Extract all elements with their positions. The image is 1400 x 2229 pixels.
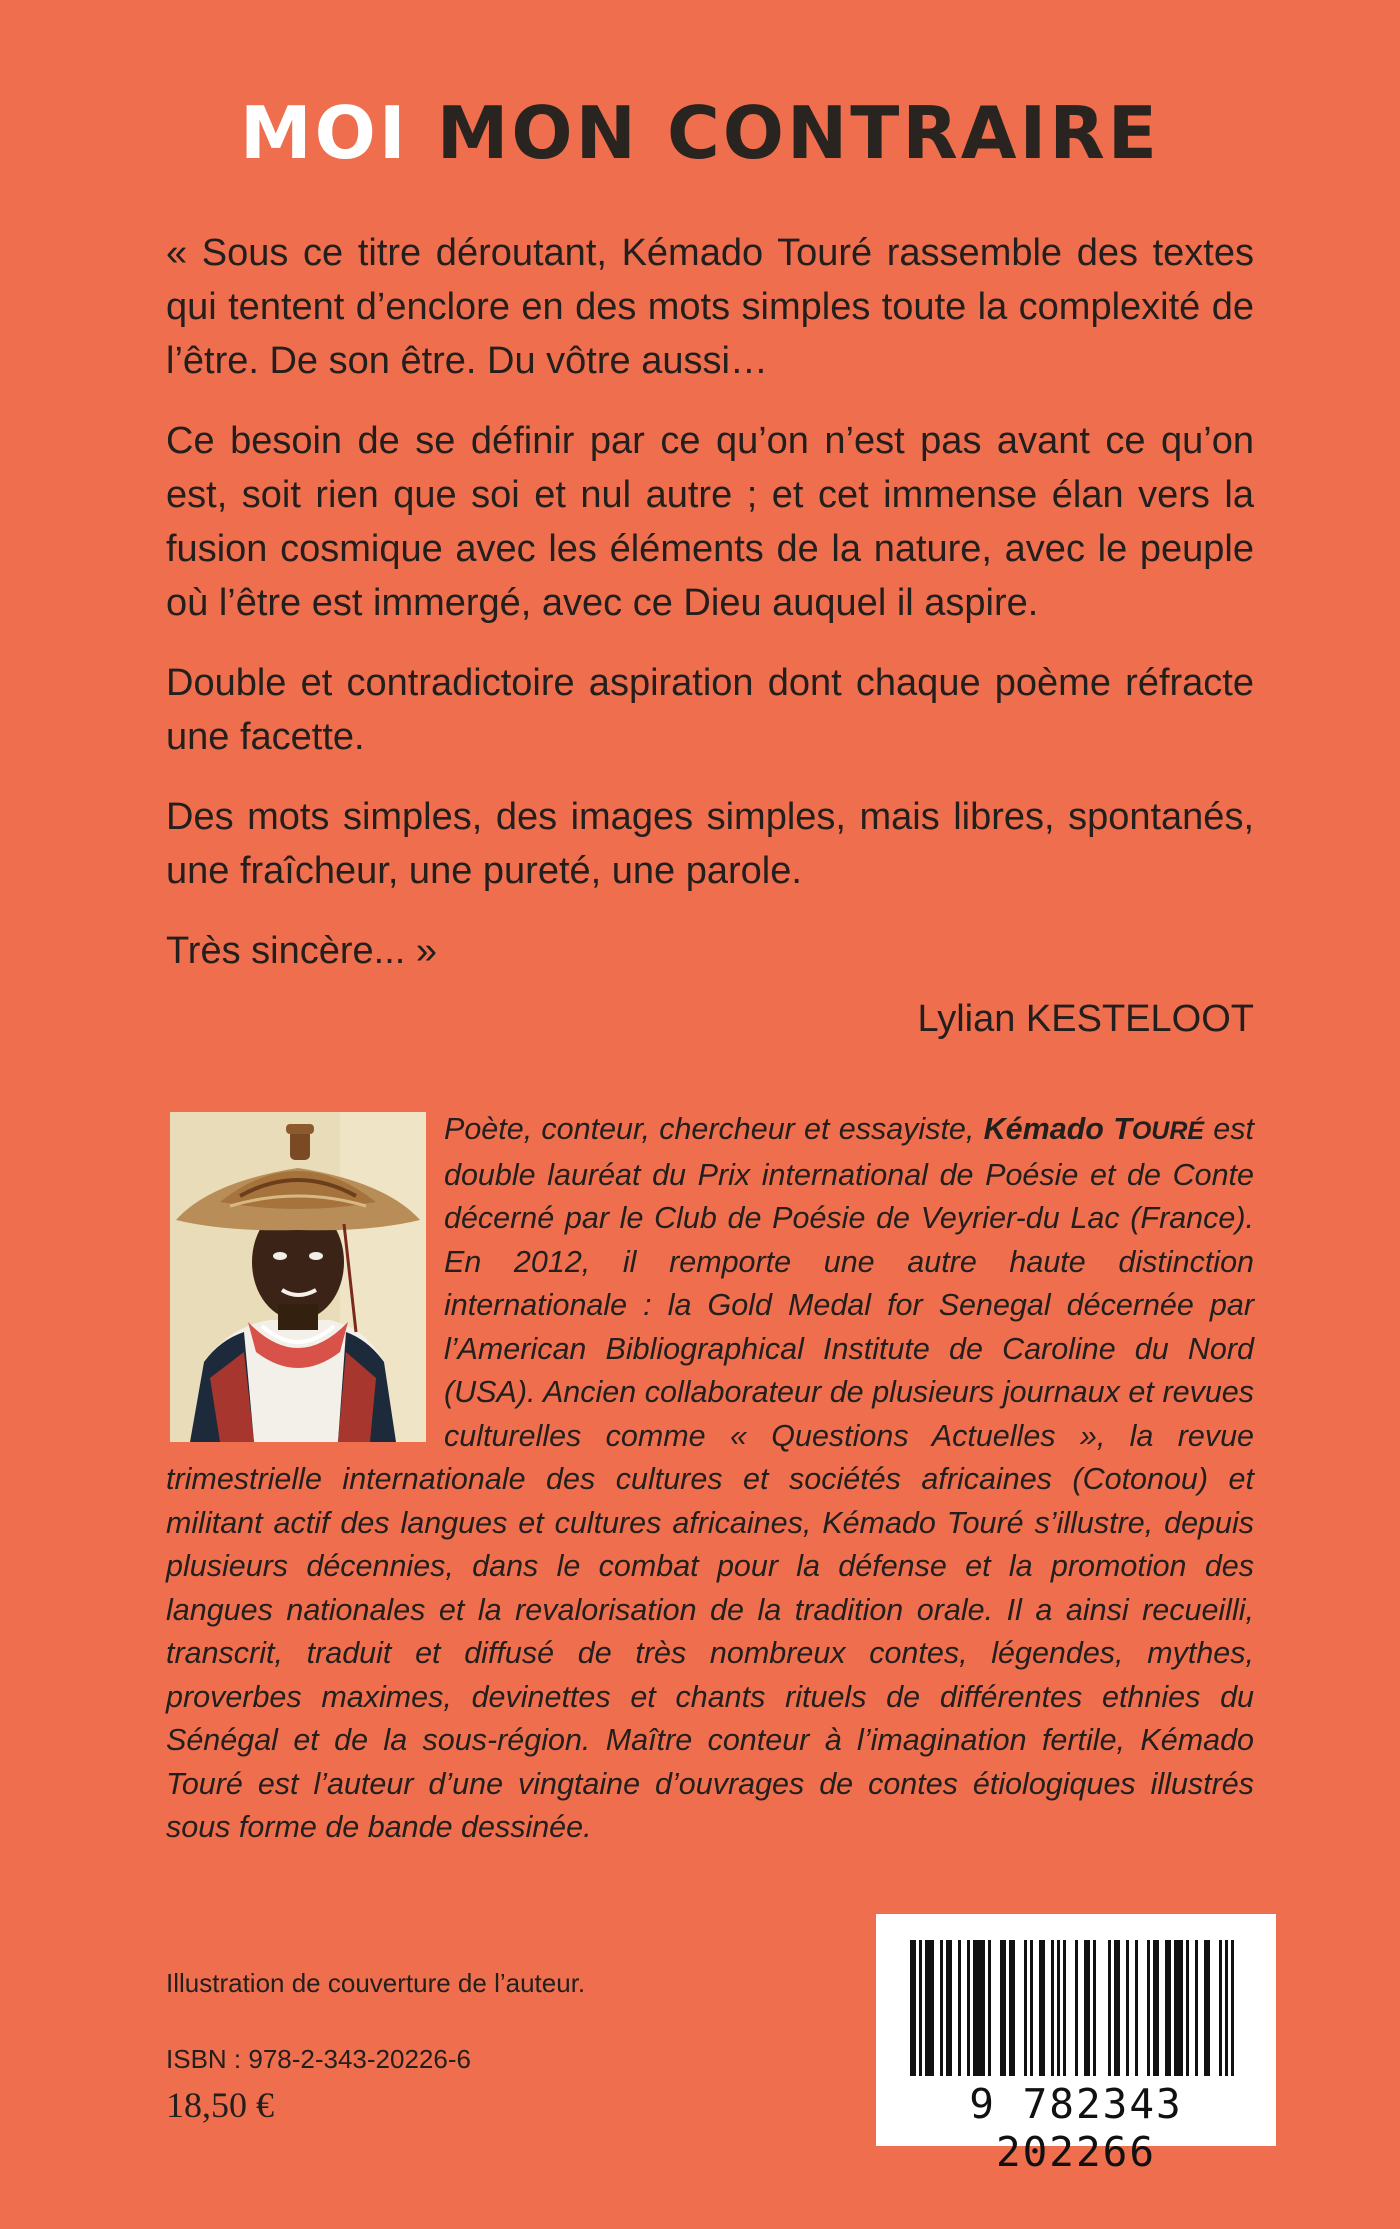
quote-paragraph: Très sincère... »	[166, 930, 438, 972]
barcode-bar	[1039, 1940, 1045, 2076]
barcode-bar	[1204, 1940, 1210, 2076]
barcode	[876, 1914, 1276, 2176]
barcode-bar	[967, 1940, 970, 2076]
quote-paragraph: Des mots simples, des images simples, mais libres, spontanés, une fraîcheur, une pureté, une parole.	[166, 796, 1254, 892]
barcode-bar	[940, 1940, 943, 2076]
barcode-bar	[958, 1940, 961, 2076]
barcode-bar	[910, 1940, 916, 2076]
barcode-bar	[1195, 1940, 1198, 2076]
barcode-digits: 9 782343 202266	[969, 2080, 1183, 2176]
quote-paragraph: Ce besoin de se définir par ce qu’on n’est pas avant ce qu’on est, soit rien que soi et nul autre ; et cet immense élan vers la fusion cosmique avec les éléments de la nature, avec le peuple où l’être est immergé, avec ce Dieu auquel il aspire.	[166, 420, 1254, 624]
barcode-bar	[1225, 1940, 1228, 2076]
book-title-part2: MON CONTRAIRE	[436, 91, 1160, 175]
barcode-bar	[988, 1940, 991, 2076]
barcode-bar	[1030, 1940, 1033, 2076]
book-title-part1: MOI	[240, 91, 409, 175]
barcode-bar	[973, 1940, 985, 2076]
barcode-bar	[1147, 1940, 1150, 2076]
barcode-bar	[1165, 1940, 1171, 2076]
quote-paragraph: Double et contradictoire aspiration dont chaque poème réfracte une facette.	[166, 662, 1254, 758]
bio-author-name	[984, 1112, 1204, 1146]
barcode-bar	[1186, 1940, 1189, 2076]
barcode-bar	[1114, 1940, 1120, 2076]
barcode-bar	[1093, 1940, 1096, 2076]
barcode-bar	[925, 1940, 934, 2076]
barcode-bar	[1219, 1940, 1222, 2076]
isbn: ISBN : 978-2-343-20226-6	[166, 2044, 471, 2074]
price: 18,50 €	[166, 2085, 274, 2125]
review-quote	[166, 226, 1254, 978]
barcode-bar	[1075, 1940, 1078, 2076]
quote-paragraph: « Sous ce titre déroutant, Kémado Touré rassemble des textes qui tentent d’enclore en des mots simples toute la complexité de l’être. De son être. Du vôtre aussi…	[166, 232, 1254, 382]
portrait-spacer	[166, 1108, 444, 1430]
bio-author-last-rest: OURÉ	[1131, 1117, 1205, 1145]
bio-text: est double lauréat du Prix international de Poésie et de Conte décerné par le Club de Poésie de Veyrier-du Lac (France). En 2012, il remporte une autre haute distinction internationale : la Gold Medal for Senegal décernée par l’American Bibliographical Institute de Caroline du Nord (USA). Ancien collaborateur de plusieurs journaux et revues culturelles comme « Questions Actuelles », la revue trimestrielle internationale des cultures et sociétés africaines (Cotonou) et militant actif des langues et cultures africaines, Kémado Touré s’illustre, depuis plusieurs décennies, dans le combat pour la défense et la promotion des langues nationales et la revalorisation de la tradition orale. Il a ainsi recueilli, transcrit, traduit et diffusé de très nombreux contes, légendes, mythes, proverbes maximes, devinettes et chants rituels de différentes ethnies du Sénégal et de la sous-région. Maître conteur à l’imagination fertile, Kémado Touré est l’auteur d’une vingtaine d’ouvrages de contes étiologiques illustrés sous forme de bande dessinée.	[166, 1112, 1254, 1844]
barcode-bar	[919, 1940, 922, 2076]
cover-credit: Illustration de couverture de l’auteur.	[166, 1968, 586, 1998]
barcode-bar	[1024, 1940, 1027, 2076]
barcode-bar	[1153, 1940, 1159, 2076]
barcode-bar	[1009, 1940, 1015, 2076]
barcode-bar	[1126, 1940, 1129, 2076]
barcode-bar	[1051, 1940, 1054, 2076]
barcode-bar	[1231, 1940, 1234, 2076]
barcode-bar	[946, 1940, 952, 2076]
quote-author: Lylian KESTELOOT	[917, 998, 1254, 1040]
book-title	[0, 88, 1400, 178]
author-biography	[166, 1108, 1254, 1850]
bio-intro: Poète, conteur, chercheur et essayiste,	[444, 1112, 984, 1146]
barcode-bar	[1135, 1940, 1138, 2076]
barcode-bar	[1063, 1940, 1066, 2076]
bio-author-last-initial: T	[1113, 1112, 1132, 1146]
barcode-bar	[1108, 1940, 1111, 2076]
barcode-bar	[1174, 1940, 1183, 2076]
barcode-bar	[1084, 1940, 1090, 2076]
bio-author-first-name: Kémado	[983, 1112, 1114, 1146]
barcode-bar	[1057, 1940, 1060, 2076]
barcode-bar	[1000, 1940, 1006, 2076]
